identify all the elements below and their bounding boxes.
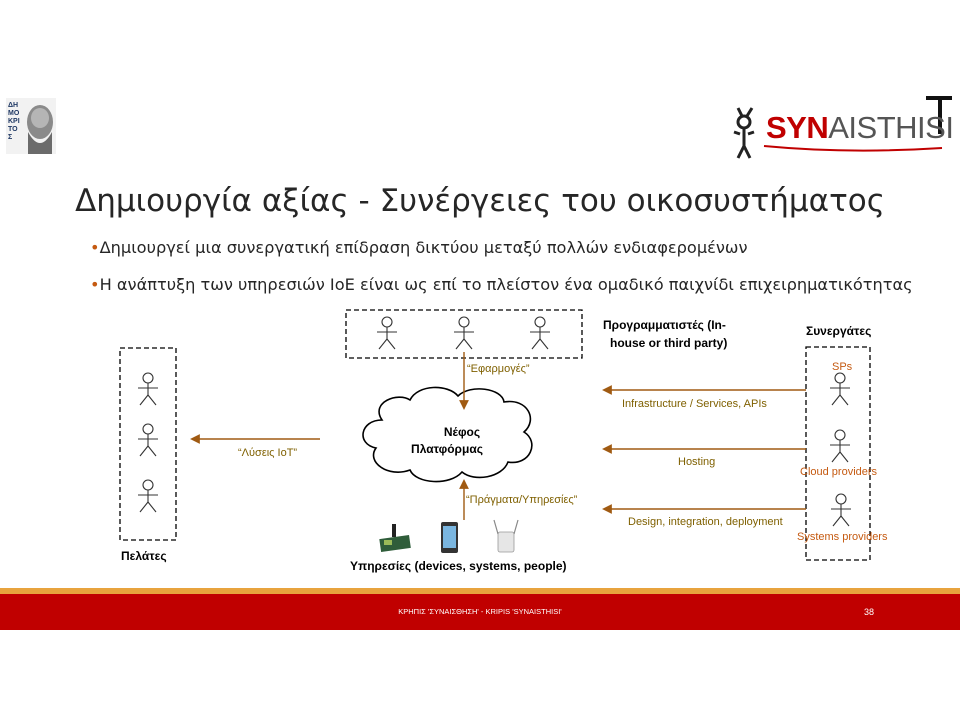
customer-figure xyxy=(138,373,158,405)
design-label: Design, integration, deployment xyxy=(628,516,783,528)
democritus-logo-text: ΔΗΜΟΚΡΙΤΟΣ xyxy=(8,102,20,141)
page-number: 38 xyxy=(864,607,875,617)
footer-text: ΚΡΗΠΙΣ 'ΣΥΝΑΙΣΘΗΣΗ' - KRIPIS 'SYNAISTHISI' xyxy=(398,607,562,616)
services-label: Υπηρεσίες (devices, systems, people) xyxy=(350,559,567,573)
iot-solutions-label: “Λύσεις IoT” xyxy=(238,447,298,459)
smartphone-icon xyxy=(441,522,458,553)
partner-systems-label: Systems providers xyxy=(797,531,888,543)
brand-part-1: SYN xyxy=(766,110,829,145)
developers-label-line1: Προγραμματιστές (In- xyxy=(603,318,726,332)
slide-title: Δημιουργία αξίας - Συνέργειες του οικοσυστήματος xyxy=(75,183,885,219)
customers-label: Πελάτες xyxy=(121,549,167,563)
applications-label: “Εφαρμογές” xyxy=(467,363,530,375)
hosting-label: Hosting xyxy=(678,456,716,468)
partner-sps-label: SPs xyxy=(832,361,853,373)
developers-label-line2: house or third party) xyxy=(610,336,728,350)
bullet-mark: • xyxy=(90,238,100,257)
cloud-label-line2: Πλατφόρμας xyxy=(411,442,483,456)
developer-figure xyxy=(454,317,474,349)
footer-stripe xyxy=(0,588,960,594)
partners-title: Συνεργάτες xyxy=(806,324,872,338)
bullet-text: Δημιουργεί μια συνεργατική επίδραση δικτύου μεταξύ πολλών ενδιαφερομένων xyxy=(99,238,748,257)
partner-figure xyxy=(830,430,850,462)
things-services-label: “Πράγματα/Υπηρεσίες” xyxy=(466,494,578,506)
circuit-board-icon xyxy=(379,524,411,552)
partner-cloud-label: Cloud providers xyxy=(800,466,878,478)
customer-figure xyxy=(138,424,158,456)
brand-part-2: AISTHISI xyxy=(828,110,954,145)
customer-figure xyxy=(138,480,158,512)
bullet-mark: • xyxy=(90,275,100,294)
cloud-label-line1: Νέφος xyxy=(443,425,481,439)
partners-box xyxy=(806,347,870,560)
developer-figure xyxy=(377,317,397,349)
wireless-sensor-icon xyxy=(494,520,518,552)
developer-figure xyxy=(530,317,550,349)
infrastructure-label: Infrastructure / Services, APIs xyxy=(622,398,767,410)
partner-figure xyxy=(830,373,850,405)
partner-figure xyxy=(831,494,851,526)
bullet-text: Η ανάπτυξη των υπηρεσιών IoE είναι ως επί το πλείστον ένα ομαδικό παιχνίδι επιχειρηματικότητας xyxy=(99,275,913,294)
